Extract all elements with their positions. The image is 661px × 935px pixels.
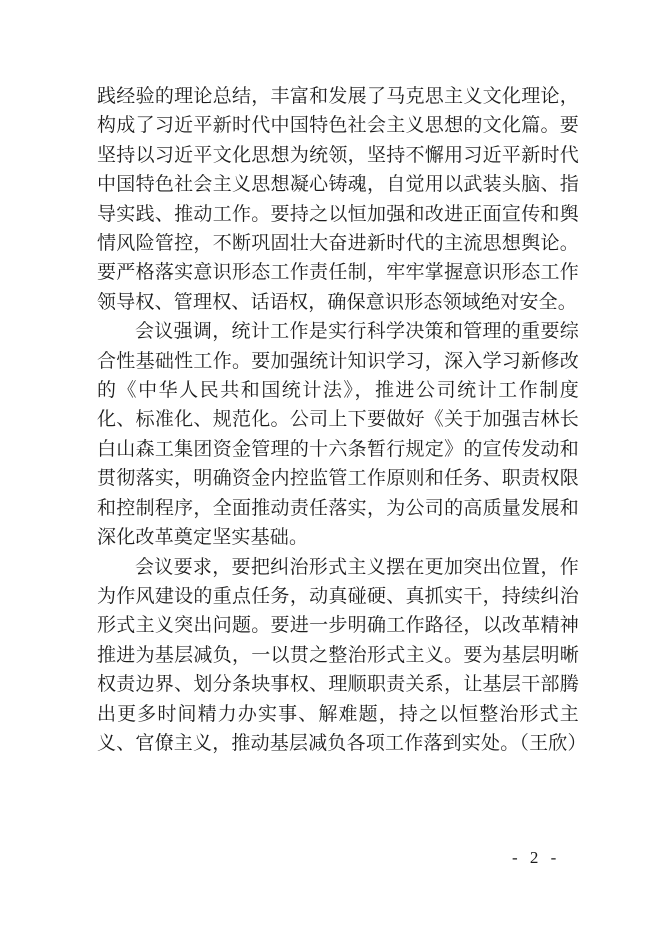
paragraph-meeting-requirements: 会议要求，要把纠治形式主义摆在更加突出位置，作为作风建设的重点任务，动真碰硬、真抓实干，持续纠治形式主义突出问题。要进一步明确工作路径，以改革精神推进为基层减负，一以贯之整治形式主义。要为基层明晰权责边界、划分条块事权、理顺职责关系，让基层干部腾出更多时间精力办实事、解难题，持之以恒整治形式主义、官僚主义，推动基层减负各项工作落到实处。（王欣） <box>97 556 587 754</box>
page-number: - 2 - <box>512 848 561 867</box>
paragraph-continuation: 践经验的理论总结，丰富和发展了马克思主义文化理论，构成了习近平新时代中国特色社会主义思想的文化篇。要坚持以习近平文化思想为统领，坚持不懈用习近平新时代中国特色社会主义思想凝心铸魂，自觉用以武装头脑、指导实践、推动工作。要持之以恒加强和改进正面宣传和舆情风险管控，不断巩固壮大奋进新时代的主流思想舆论。要严格落实意识形态工作责任制，牢牢掌握意识形态工作领导权、管理权、话语权，确保意识形态领域绝对安全。 <box>97 86 579 313</box>
paragraph-meeting-emphasis: 会议强调，统计工作是实行科学决策和管理的重要综合性基础性工作。要加强统计知识学习，深入学习新修改的《中华人民共和国统计法》，推进公司统计工作制度化、标准化、规范化。公司上下要做好《关于加强吉林长白山森工集团资金管理的十六条暂行规定》的宣传发动和贯彻落实，明确资金内控监管工作原则和任务、职责权限和控制程序，全面推动责任落实，为公司的高质量发展和深化改革奠定坚实基础。 <box>97 321 579 549</box>
document-body-text <box>97 82 587 758</box>
